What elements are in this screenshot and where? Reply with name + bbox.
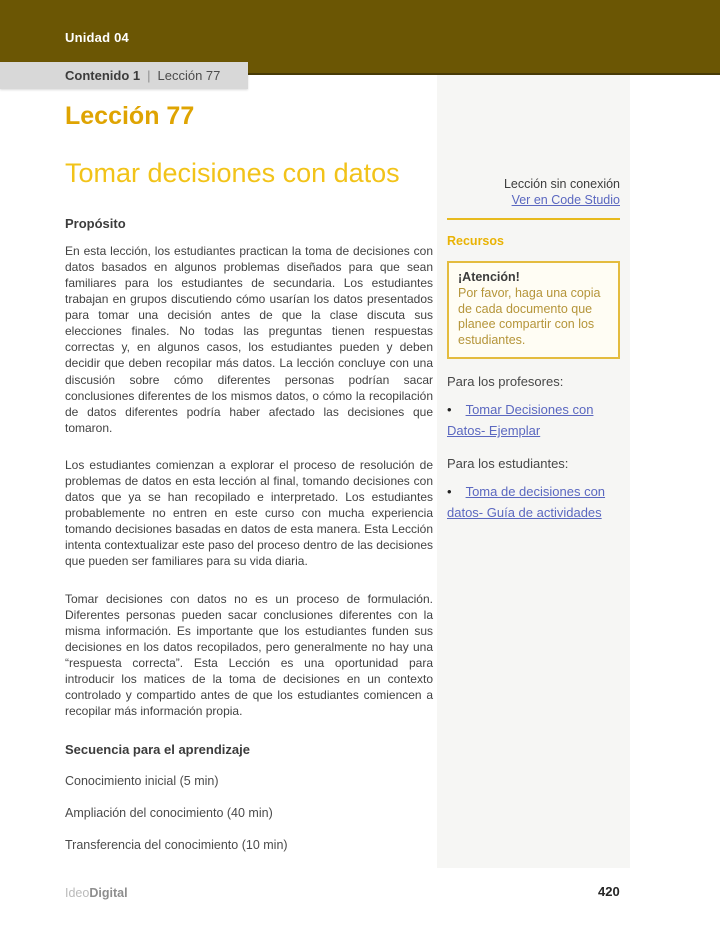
resources-heading: Recursos: [447, 234, 504, 248]
code-studio-link[interactable]: Ver en Code Studio: [511, 193, 620, 207]
sequence-heading: Secuencia para el aprendizaje: [65, 742, 250, 758]
lesson-number-heading: Lección 77: [65, 102, 195, 130]
students-label: Para los estudiantes:: [447, 456, 569, 471]
students-resource-link[interactable]: Toma de decisiones con datos- Guía de actividades: [447, 484, 606, 520]
main-content: [65, 96, 433, 853]
attention-title: ¡Atención!: [458, 270, 520, 284]
sequence-item-expansion: Ampliación del conocimiento (40 min): [65, 806, 273, 821]
content-tab: [0, 62, 248, 89]
resources-sidebar: [437, 75, 630, 868]
brand-logo: [65, 886, 128, 900]
brand-bold-part: Digital: [89, 886, 128, 900]
purpose-paragraph-3: Tomar decisiones con datos no es un proceso de formulación. Diferentes personas pueden sacar conclusiones diferentes con la misma información. Es importante que los estudiantes funden sus decisiones en los datos recopilados, pero generalmente no hay una “respuesta correcta”. Esta Lección es una oportunidad para introducir los matices de la toma de decisiones en un contexto controlado y compartido antes de que los estudiantes comiencen a recopilar más información propia.: [65, 591, 433, 719]
sequence-item-initial: Conocimiento inicial (5 min): [65, 774, 219, 789]
bullet-icon: •: [447, 484, 452, 499]
teachers-resource-link[interactable]: Tomar Decisiones con Datos- Ejemplar: [447, 402, 594, 438]
brand-light-part: Ideo: [65, 886, 90, 900]
page-number: 420: [598, 884, 620, 899]
tab-lesson-label: Lección 77: [157, 68, 221, 83]
offline-lesson-label: Lección sin conexión: [503, 177, 620, 191]
attention-body: Por favor, haga una copia de cada documento que planee compartir con los estudiantes.: [458, 286, 601, 347]
unit-label: Unidad 04: [65, 30, 129, 45]
purpose-paragraph-1: En esta lección, los estudiantes practican la toma de decisiones con datos basados en algunos problemas diseñados para que sean familiares para los estudiantes de secundaria. Los estudiantes trabajan en grupos discutiendo cómo usarían los datos presentados para tomar una decisión antes de que la clase discuta sus elecciones finales. No todas las preguntas tienen respuestas correctas y, en algunos casos, los estudiantes pueden y deben decidir que deben recopilar más datos. La lección concluye con una discusión sobre cómo diferentes personas podrían sacar conclusiones diferentes de los mismos datos, o cómo la recopilación de datos diferentes podría haber afectado las decisiones que tomaron.: [65, 243, 433, 435]
purpose-heading: Propósito: [65, 215, 126, 231]
teachers-resource-item: [447, 399, 620, 441]
bullet-icon: •: [447, 402, 452, 417]
lesson-title: Tomar decisiones con datos: [65, 157, 400, 188]
lesson-mode-block: [447, 177, 620, 208]
gold-divider: [447, 218, 620, 220]
teachers-label: Para los profesores:: [447, 374, 564, 389]
tab-content-label: Contenido 1: [65, 68, 141, 83]
purpose-paragraph-2: Los estudiantes comienzan a explorar el proceso de resolución de problemas de datos en esta lección al final, tomando decisiones con datos que ya se han recopilado e interpretado. Los estudiantes probablemente no entren en este curso con mucha experiencia tomando decisiones basadas en datos de esta manera. Esta Lección intenta contextualizar este paso del proceso dentro de las decisiones que pueden ser familiares para su vida diaria.: [65, 457, 433, 569]
tab-separator: |: [147, 68, 151, 83]
students-resource-item: [447, 481, 620, 523]
attention-box: [447, 261, 620, 359]
sequence-item-transfer: Transferencia del conocimiento (10 min): [65, 838, 288, 853]
